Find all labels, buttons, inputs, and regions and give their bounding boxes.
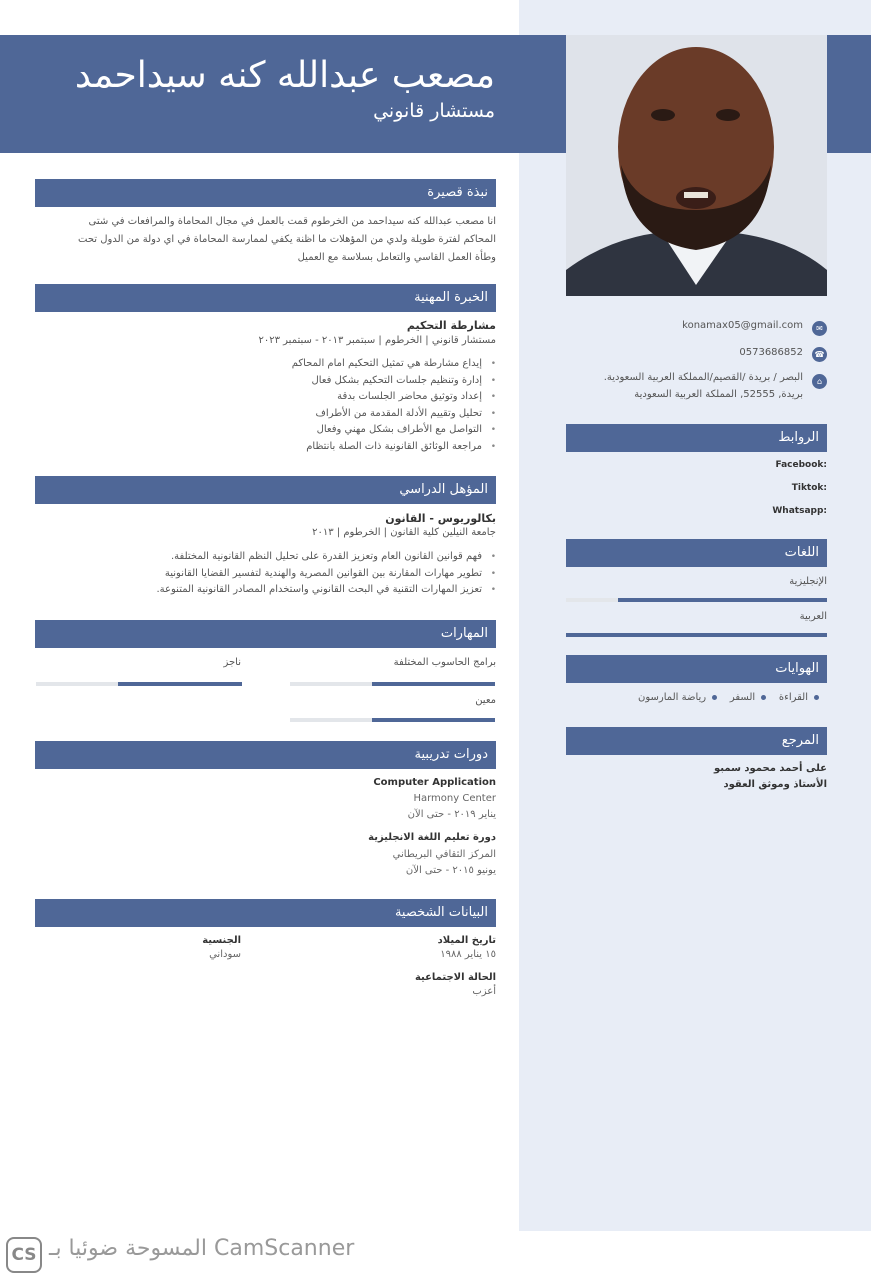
bullet-dot-icon bbox=[712, 695, 717, 700]
full-name: مصعب عبدالله كنه سيداحمد bbox=[74, 55, 495, 96]
list-item: • إعداد وتوثيق محاضر الجلسات بدقة bbox=[292, 389, 496, 406]
experience-list bbox=[292, 356, 496, 455]
home-icon: ⌂ bbox=[812, 374, 827, 389]
envelope-icon: ✉ bbox=[812, 321, 827, 336]
marital-value: أعزب bbox=[472, 986, 496, 997]
hobby-label: القراءة bbox=[778, 692, 808, 703]
list-item: • تطوير مهارات المقارنة بين القوانين المصرية والهندية لتفسير القضايا القانونية bbox=[157, 566, 497, 583]
about-line: انا مصعب عبدالله كنه سيداحمد من الخرطوم قمت بالعمل في مجال المحاماة والمرافعات في شتى bbox=[88, 216, 496, 227]
contact-email[interactable]: konamax05@gmail.com bbox=[682, 320, 803, 331]
link-tiktok[interactable]: Tiktok: bbox=[791, 483, 827, 493]
language-bar-fill bbox=[618, 598, 827, 602]
experience-details: مستشار قانوني | الخرطوم | سبتمبر ٢٠١٣ - سبتمبر ٢٠٢٣ bbox=[258, 335, 496, 346]
camscanner-logo: CS bbox=[6, 1237, 42, 1273]
hobby-item bbox=[779, 692, 819, 703]
birth-label: تاريخ الميلاد bbox=[437, 935, 496, 946]
course-date: يناير ٢٠١٩ - حتى الآن bbox=[407, 809, 496, 820]
course-org: Harmony Center bbox=[413, 793, 496, 804]
education-degree: بكالوريوس - القانون bbox=[385, 512, 496, 525]
skill-label: معين bbox=[475, 695, 496, 706]
language-label: العربية bbox=[799, 611, 827, 622]
reference-heading: المرجع bbox=[566, 727, 827, 755]
courses-heading: دورات تدريبية bbox=[35, 741, 496, 769]
about-heading: نبذة قصيرة bbox=[35, 179, 496, 207]
job-title: مستشار قانوني bbox=[373, 100, 495, 122]
hobby-item bbox=[638, 692, 717, 703]
list-item: • التواصل مع الأطراف بشكل مهني وفعال bbox=[292, 422, 496, 439]
contact-address-line2: بريدة, 52555, المملكة العربية السعودية bbox=[634, 389, 803, 400]
hobby-label: رياضة المارسون bbox=[638, 692, 707, 703]
experience-job: مشارطة التحكيم bbox=[406, 319, 496, 332]
education-list bbox=[157, 549, 497, 599]
education-heading: المؤهل الدراسي bbox=[35, 476, 496, 504]
list-item: • تحليل وتقييم الأدلة المقدمة من الأطراف bbox=[292, 406, 496, 423]
reference-name: على أحمد محمود سمبو bbox=[714, 763, 827, 774]
phone-icon: ☎ bbox=[812, 347, 827, 362]
birth-value: ١٥ يناير ١٩٨٨ bbox=[440, 949, 496, 960]
about-line: وطأة العمل القاسي والتعامل بسلاسة مع العميل bbox=[297, 252, 496, 263]
link-facebook[interactable]: Facebook: bbox=[775, 460, 827, 470]
header-band-right bbox=[827, 35, 871, 153]
experience-heading: الخبرة المهنية bbox=[35, 284, 496, 312]
languages-heading: اللغات bbox=[566, 539, 827, 567]
language-bar-fill bbox=[566, 633, 827, 637]
camscanner-watermark: المسوحة ضوئيا بـ CamScanner bbox=[49, 1236, 355, 1261]
about-text bbox=[35, 213, 496, 267]
list-item: • إدارة وتنظيم جلسات التحكيم بشكل فعال bbox=[292, 373, 496, 390]
skill-label: برامج الحاسوب المختلفة bbox=[393, 657, 496, 668]
course-date: يونيو ٢٠١٥ - حتى الآن bbox=[405, 865, 496, 876]
link-whatsapp[interactable]: Whatsapp: bbox=[772, 506, 827, 516]
contact-phone[interactable]: 0573686852 bbox=[739, 347, 803, 358]
bullet-dot-icon bbox=[814, 695, 819, 700]
list-item: • إيداع مشارطة هي تمثيل التحكيم امام المحاكم bbox=[292, 356, 496, 373]
portrait-image bbox=[566, 35, 827, 296]
skill-bar bbox=[290, 718, 495, 722]
about-line: المحاكم لفترة طويلة ولدي من المؤهلات ما اظنة يكفي لممارسة المحاماة في اي دولة من الدول تحت bbox=[78, 234, 496, 245]
language-bar bbox=[566, 598, 827, 602]
hobby-label: السفر bbox=[729, 692, 756, 703]
hobby-item bbox=[730, 692, 766, 703]
links-heading: الروابط bbox=[566, 424, 827, 452]
skills-heading: المهارات bbox=[35, 620, 496, 648]
course-name: Computer Application bbox=[373, 777, 496, 788]
hobbies-list bbox=[638, 692, 819, 703]
skill-bar bbox=[290, 682, 495, 686]
profile-photo bbox=[566, 35, 827, 296]
list-item: • تعزيز المهارات التقنية في البحث القانوني واستخدام المصادر القانونية المتنوعة. bbox=[157, 582, 497, 599]
course-org: المركز الثقافي البريطاني bbox=[392, 849, 496, 860]
nationality-label: الجنسية bbox=[202, 935, 241, 946]
contact-address-line1: البصر / بريدة /القصيم/المملكة العربية السعودية. bbox=[603, 372, 803, 383]
language-label: الإنجليزية bbox=[789, 576, 827, 587]
skill-bar-fill bbox=[118, 682, 242, 686]
skill-bar-fill bbox=[372, 682, 495, 686]
course-name: دورة تعليم اللغة الانجليزية bbox=[368, 832, 496, 843]
skill-label: ناجز bbox=[223, 657, 241, 668]
bullet-dot-icon bbox=[761, 695, 766, 700]
skill-bar bbox=[36, 682, 242, 686]
list-item: • مراجعة الوثائق القانونية ذات الصلة بانتظام bbox=[292, 439, 496, 456]
personal-heading: البيانات الشخصية bbox=[35, 899, 496, 927]
language-bar bbox=[566, 633, 827, 637]
education-details: جامعة النيلين كلية القانون | الخرطوم | ٢٠١٣ bbox=[312, 527, 496, 538]
hobbies-heading: الهوايات bbox=[566, 655, 827, 683]
skill-bar-fill bbox=[372, 718, 495, 722]
marital-label: الحالة الاجتماعية bbox=[414, 972, 496, 983]
reference-role: الأستاذ وموثق العقود bbox=[723, 779, 827, 790]
list-item: • فهم قوانين القانون العام وتعزيز القدرة على تحليل النظم القانونية المختلفة. bbox=[157, 549, 497, 566]
nationality-value: سوداني bbox=[209, 949, 241, 960]
